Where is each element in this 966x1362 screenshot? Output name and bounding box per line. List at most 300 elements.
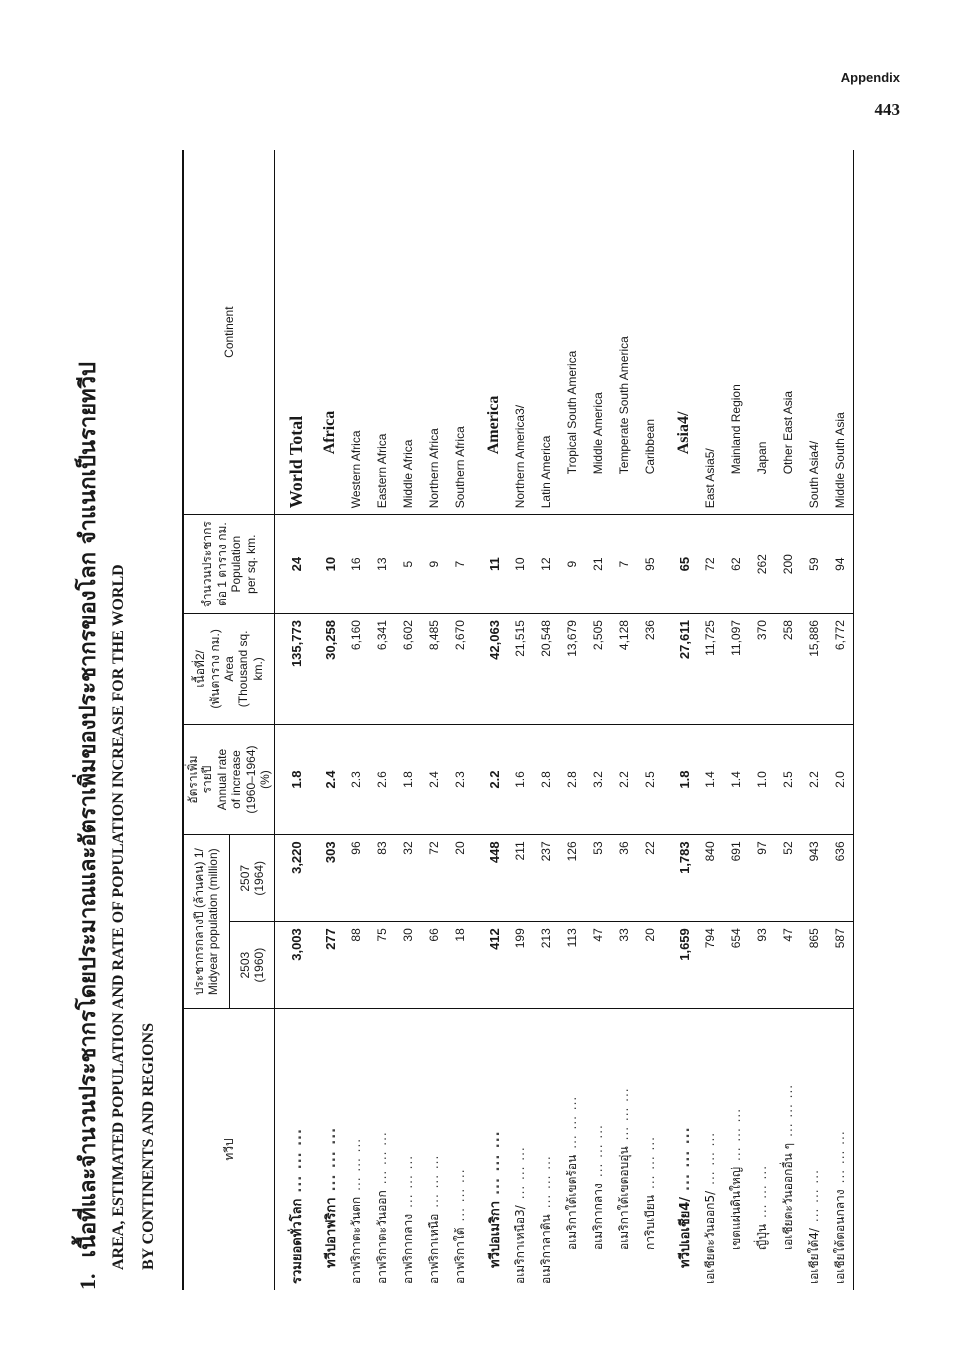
cell-area (369, 614, 395, 725)
cell-area (275, 614, 310, 725)
cell-pop-1960 (447, 922, 473, 1009)
cell-thai-region (559, 1009, 585, 1290)
leader-dots: ... ... ... (677, 1126, 693, 1191)
cell-rate-text: 1.4 (703, 771, 718, 788)
cell-rate-text: 1.4 (729, 771, 744, 788)
cell-continent-text: Northern Africa (427, 428, 442, 509)
cell-density-text: 13 (375, 557, 390, 571)
cell-pop-1960-text: 213 (539, 928, 554, 949)
cell-continent (663, 150, 697, 515)
cell-density-text: 21 (591, 557, 606, 571)
table-row (697, 150, 723, 1290)
cell-density (801, 515, 827, 614)
cell-rate (827, 724, 854, 835)
cell-rate (275, 724, 310, 835)
cell-pop-1960 (775, 922, 801, 1009)
cell-pop-1964-text: 97 (755, 841, 770, 855)
cell-rate (611, 724, 637, 835)
cell-pop-1964-text: 32 (401, 841, 416, 855)
cell-area-text: 30,258 (322, 620, 338, 660)
cell-area (611, 614, 637, 725)
cell-continent (533, 150, 559, 515)
table-row (507, 150, 533, 1290)
table-row (749, 150, 775, 1290)
cell-area (473, 614, 507, 725)
cell-pop-1964 (533, 835, 559, 922)
cell-area-text: 11,725 (703, 620, 718, 656)
cell-pop-1960-text: 47 (781, 928, 796, 942)
cell-thai-region (275, 1009, 310, 1290)
cell-pop-1960-text: 18 (453, 928, 468, 942)
leader-dots: ... ... ... (374, 1131, 389, 1185)
cell-pop-1960 (473, 922, 507, 1009)
cell-continent-text: Western Africa (349, 430, 364, 509)
cell-pop-1960 (585, 922, 611, 1009)
cell-rate-text: 1.8 (676, 770, 692, 789)
cell-pop-1964 (723, 835, 749, 922)
cell-rate (637, 724, 663, 835)
cell-density-text: 9 (427, 560, 442, 568)
cell-density-text: 7 (617, 560, 632, 568)
table-row (421, 150, 447, 1290)
cell-pop-1960-text: 20 (643, 928, 658, 942)
cell-continent (611, 150, 637, 515)
cell-density (663, 515, 697, 614)
cell-area-text: 27,611 (676, 620, 692, 660)
cell-thai-region (395, 1009, 421, 1290)
cell-area-text: 15,886 (807, 620, 822, 657)
cell-area (309, 614, 343, 725)
cell-thai-region (723, 1009, 749, 1290)
cell-rate-text: 2.0 (833, 771, 848, 788)
cell-rate-text: 2.2 (617, 771, 632, 788)
cell-rate-text: 3.2 (591, 771, 606, 788)
cell-pop-1960 (749, 922, 775, 1009)
cell-continent-text: America (485, 395, 503, 455)
cell-pop-1960-text: 33 (617, 928, 632, 942)
cell-area (507, 614, 533, 725)
cell-pop-1960 (637, 922, 663, 1009)
leader-dots: ... ... ... (832, 1130, 847, 1184)
table-title-english-line1: AREA, ESTIMATED POPULATION AND RATE OF POPULATION INCREASE FOR THE WORLD (110, 564, 127, 1270)
cell-density-text: 16 (349, 557, 364, 571)
cell-pop-1964-text: 52 (781, 841, 796, 855)
cell-thai-region (827, 1009, 854, 1290)
cell-pop-1960-text: 47 (591, 928, 606, 942)
leader-dots: ... ... ... (348, 1137, 363, 1191)
cell-rate (723, 724, 749, 835)
cell-density-text: 12 (539, 557, 554, 571)
cell-density-text: 7 (453, 560, 468, 568)
cell-rate-text: 2.3 (453, 771, 468, 788)
cell-density (559, 515, 585, 614)
cell-density-text: 72 (703, 557, 718, 571)
cell-density-text: 24 (288, 556, 304, 572)
header-year-1960: 2503 (1960) (229, 922, 275, 1009)
cell-thai-region-text: เอเชียตะวันออก5/ (702, 1190, 717, 1284)
cell-rate-text: 1.0 (755, 771, 770, 788)
cell-density-text: 59 (807, 557, 822, 571)
cell-continent (827, 150, 854, 515)
cell-continent (473, 150, 507, 515)
cell-rate (369, 724, 395, 835)
cell-continent (507, 150, 533, 515)
cell-continent-text: South Asia4/ (807, 440, 822, 509)
cell-pop-1960-text: 199 (513, 928, 528, 949)
cell-thai-region-text: อาฟริกาตะวันตก (348, 1196, 363, 1284)
cell-area-text: 8,485 (427, 620, 442, 651)
cell-pop-1964-text: 943 (807, 841, 822, 862)
cell-thai-region-text: อาฟริกาใต้ (452, 1227, 467, 1284)
cell-pop-1964 (827, 835, 854, 922)
cell-area-text: 20,548 (539, 620, 554, 657)
cell-pop-1964-text: 840 (703, 841, 718, 862)
table-row (275, 150, 310, 1290)
cell-area-text: 6,602 (401, 620, 416, 651)
header-thai-region: ทวีป (183, 1009, 275, 1290)
cell-thai-region-text: อาฟริกาตะวันออก (374, 1190, 389, 1284)
cell-pop-1964 (447, 835, 473, 922)
cell-thai-region (585, 1009, 611, 1290)
cell-thai-region-text: อเมริกาเหนือ3/ (512, 1205, 527, 1284)
cell-pop-1960-text: 66 (427, 928, 442, 942)
header-density: จำนวนประชากร ต่อ 1 ตาราง กม. Population per sq. km. (183, 515, 275, 614)
cell-rate-text: 2.2 (807, 771, 822, 788)
cell-area-text: 11,097 (729, 620, 744, 656)
cell-area-text: 6,341 (375, 620, 390, 651)
table-row (559, 150, 585, 1290)
cell-pop-1960 (275, 922, 310, 1009)
header-rate: อัตราเพิ่ม รายปี Annual rate of increase (1960–1964) (%) (183, 724, 275, 835)
cell-continent-text: Temperate South America (617, 336, 632, 475)
cell-pop-1964-text: 1,783 (676, 841, 692, 874)
cell-thai-region-text: เอเชียใต้4/ (806, 1228, 821, 1284)
cell-pop-1964 (473, 835, 507, 922)
cell-thai-region (309, 1009, 343, 1290)
table-row (395, 150, 421, 1290)
title-thai-text: เนื้อที่และจำนวนประชากรโดยประมาณและอัตราเพิ่มของประชากรของโลก จำแนกเป็นรายทวีป (76, 362, 101, 1258)
cell-continent (275, 150, 310, 515)
cell-rate (421, 724, 447, 835)
cell-pop-1960 (559, 922, 585, 1009)
cell-area-text: 258 (781, 620, 796, 641)
cell-area (395, 614, 421, 725)
table-row (827, 150, 854, 1290)
cell-pop-1964-text: 53 (591, 841, 606, 855)
leader-dots: ... ... ... (806, 1169, 821, 1223)
cell-density (723, 515, 749, 614)
cell-thai-region (611, 1009, 637, 1290)
cell-density (637, 515, 663, 614)
cell-rate-text: 2.5 (781, 771, 796, 788)
leader-dots: ... ... ... (590, 1124, 605, 1178)
cell-pop-1964 (663, 835, 697, 922)
table-row (585, 150, 611, 1290)
cell-continent-text: Eastern Africa (375, 433, 390, 509)
cell-rate-text: 1.8 (288, 770, 304, 789)
cell-pop-1964 (611, 835, 637, 922)
cell-thai-region (697, 1009, 723, 1290)
cell-pop-1960-text: 587 (833, 928, 848, 949)
cell-pop-1960-text: 30 (401, 928, 416, 942)
cell-continent (447, 150, 473, 515)
cell-pop-1964 (637, 835, 663, 922)
leader-dots: ... ... ... (754, 1164, 769, 1218)
cell-density (827, 515, 854, 614)
header-area: เนื้อที่2/ (พันตาราง กม.) Area (Thousand sq. km.) (183, 614, 275, 725)
leader-dots: ... ... ... (426, 1154, 441, 1208)
header-population: ประชากรกลางปี (ล้านคน) 1/ Midyear population (million) (183, 835, 229, 1009)
cell-rate (697, 724, 723, 835)
cell-rate (395, 724, 421, 835)
cell-thai-region (533, 1009, 559, 1290)
cell-thai-region-text: อเมริกาใต้เขตอบอุ่น (616, 1146, 631, 1250)
cell-rate (663, 724, 697, 835)
cell-continent-text: Africa (321, 410, 339, 455)
cell-thai-region-text: เขตแผ่นดินใหญ่ (728, 1166, 743, 1250)
cell-rate-text: 2.4 (427, 771, 442, 788)
cell-pop-1964 (369, 835, 395, 922)
cell-pop-1960-text: 93 (755, 928, 770, 942)
cell-area (533, 614, 559, 725)
cell-pop-1964 (395, 835, 421, 922)
cell-density (275, 515, 310, 614)
cell-pop-1964-text: 448 (486, 841, 502, 864)
cell-thai-region (749, 1009, 775, 1290)
cell-area-text: 13,679 (565, 620, 580, 657)
cell-area-text: 4,128 (617, 620, 632, 651)
cell-pop-1964 (507, 835, 533, 922)
leader-dots: ... ... ... (616, 1087, 631, 1141)
cell-density-text: 11 (486, 557, 502, 572)
cell-continent (395, 150, 421, 515)
cell-density (749, 515, 775, 614)
cell-pop-1964-text: 3,220 (288, 841, 304, 874)
cell-thai-region-text: รวมยอดทั่วโลก (289, 1198, 305, 1284)
table-row (473, 150, 507, 1290)
cell-pop-1964-text: 83 (375, 841, 390, 855)
cell-continent-text: Latin America (539, 435, 554, 509)
cell-pop-1964 (309, 835, 343, 922)
cell-density-text: 94 (833, 557, 848, 571)
cell-continent (775, 150, 801, 515)
cell-pop-1964-text: 126 (565, 841, 580, 862)
cell-pop-1960 (827, 922, 854, 1009)
cell-thai-region (663, 1009, 697, 1290)
cell-pop-1960-text: 88 (349, 928, 364, 942)
cell-density-text: 65 (676, 556, 692, 572)
cell-rate (775, 724, 801, 835)
leader-dots: ... ... ... (702, 1131, 717, 1185)
cell-thai-region (369, 1009, 395, 1290)
cell-density (507, 515, 533, 614)
page-number: 443 (874, 100, 900, 119)
cell-density (395, 515, 421, 614)
cell-pop-1964-text: 691 (729, 841, 744, 862)
cell-rate (585, 724, 611, 835)
cell-pop-1964 (421, 835, 447, 922)
cell-continent-text: Tropical South America (565, 350, 580, 475)
cell-pop-1960-text: 3,003 (288, 928, 304, 961)
cell-pop-1960-text: 277 (322, 928, 338, 950)
leader-dots: ... ... ... (400, 1154, 415, 1208)
cell-continent-text: Caribbean (643, 418, 658, 475)
cell-density (775, 515, 801, 614)
cell-thai-region (775, 1009, 801, 1290)
table-number: 1. (75, 1273, 100, 1290)
cell-pop-1960 (611, 922, 637, 1009)
cell-rate-text: 2.2 (486, 770, 502, 789)
cell-density (473, 515, 507, 614)
cell-continent-text: Northern America3/ (513, 404, 528, 509)
cell-rate-text: 2.5 (643, 771, 658, 788)
cell-area-text: 135,773 (288, 620, 304, 668)
cell-thai-region-text: อาฟริกากลาง (400, 1213, 415, 1284)
cell-thai-region-text: เอเชียตะวันออกอื่น ๆ (780, 1142, 795, 1250)
cell-rate-text: 1.8 (401, 771, 416, 788)
cell-pop-1960 (421, 922, 447, 1009)
cell-pop-1964 (559, 835, 585, 922)
cell-density-text: 200 (781, 554, 796, 575)
cell-thai-region (421, 1009, 447, 1290)
cell-thai-region-text: อเมริกาใต้เขตร้อน (564, 1154, 579, 1250)
cell-continent (637, 150, 663, 515)
cell-continent (421, 150, 447, 515)
rotated-table-sheet (62, 90, 848, 1290)
cell-area-text: 2,505 (591, 620, 606, 651)
leader-dots: ... ... ... (289, 1128, 305, 1193)
cell-area (749, 614, 775, 725)
cell-continent-text: Other East Asia (781, 390, 796, 475)
cell-area (447, 614, 473, 725)
cell-pop-1960-text: 654 (729, 928, 744, 949)
cell-pop-1960 (369, 922, 395, 1009)
leader-dots: ... ... ... (564, 1095, 579, 1149)
cell-rate (309, 724, 343, 835)
cell-pop-1960-text: 1,659 (676, 928, 692, 961)
cell-density-text: 9 (565, 560, 580, 568)
cell-density-text: 10 (513, 557, 528, 571)
cell-thai-region-text: เอเชียใต้ตอนกลาง (832, 1189, 847, 1284)
cell-density (447, 515, 473, 614)
cell-area (775, 614, 801, 725)
cell-density-text: 5 (401, 560, 416, 568)
cell-area (723, 614, 749, 725)
cell-rate (801, 724, 827, 835)
cell-thai-region-text: อาฟริกาเหนือ (426, 1213, 441, 1284)
leader-dots: ... ... ... (728, 1107, 743, 1161)
cell-density-text: 62 (729, 557, 744, 571)
cell-pop-1960-text: 865 (807, 928, 822, 949)
cell-pop-1960-text: 412 (486, 928, 502, 950)
cell-pop-1964-text: 96 (349, 841, 364, 855)
cell-pop-1964-text: 20 (453, 841, 468, 855)
cell-pop-1960-text: 113 (565, 928, 580, 948)
cell-pop-1964 (775, 835, 801, 922)
cell-rate-text: 2.4 (322, 770, 338, 789)
cell-area (559, 614, 585, 725)
cell-pop-1964 (749, 835, 775, 922)
cell-pop-1960 (697, 922, 723, 1009)
cell-pop-1960-text: 794 (703, 928, 718, 949)
leader-dots: ... ... ... (780, 1083, 795, 1137)
cell-area (421, 614, 447, 725)
cell-pop-1960 (533, 922, 559, 1009)
cell-continent (343, 150, 369, 515)
cell-area-text: 236 (643, 620, 658, 641)
cell-continent (559, 150, 585, 515)
cell-density (611, 515, 637, 614)
cell-area (663, 614, 697, 725)
cell-area (697, 614, 723, 725)
cell-density-text: 262 (755, 554, 770, 575)
cell-continent (801, 150, 827, 515)
cell-rate (533, 724, 559, 835)
table-row (663, 150, 697, 1290)
table-row (775, 150, 801, 1290)
cell-rate (507, 724, 533, 835)
cell-area-text: 42,063 (486, 620, 502, 660)
cell-pop-1964-text: 237 (539, 841, 554, 862)
cell-pop-1964-text: 72 (427, 841, 442, 855)
table-row (723, 150, 749, 1290)
cell-density (697, 515, 723, 614)
cell-area (585, 614, 611, 725)
appendix-label: Appendix (840, 70, 900, 85)
cell-thai-region (343, 1009, 369, 1290)
table-row (369, 150, 395, 1290)
leader-dots: ... ... ... (538, 1155, 553, 1209)
table-row (309, 150, 343, 1290)
cell-pop-1964-text: 303 (322, 841, 338, 864)
cell-continent (723, 150, 749, 515)
cell-continent-text: Mainland Region (729, 384, 744, 475)
cell-continent (585, 150, 611, 515)
cell-continent (309, 150, 343, 515)
cell-area-text: 370 (755, 620, 770, 641)
cell-thai-region-text: ทวีปอเมริกา (487, 1200, 503, 1268)
cell-pop-1964 (343, 835, 369, 922)
cell-thai-region-text: อเมริกากลาง (590, 1183, 605, 1250)
cell-density (421, 515, 447, 614)
table-row (611, 150, 637, 1290)
cell-area-text: 6,772 (833, 620, 848, 651)
cell-pop-1960 (801, 922, 827, 1009)
cell-continent (697, 150, 723, 515)
table-title-thai (70, 362, 105, 1290)
cell-continent-text: Japan (755, 441, 770, 475)
cell-pop-1960-text: 75 (375, 928, 390, 942)
cell-rate-text: 2.3 (349, 771, 364, 788)
cell-thai-region-text: ญี่ปุ่น (754, 1223, 769, 1250)
table-row (801, 150, 827, 1290)
cell-rate-text: 2.6 (375, 771, 390, 788)
cell-pop-1960 (309, 922, 343, 1009)
cell-rate-text: 2.8 (539, 771, 554, 788)
cell-pop-1964 (275, 835, 310, 922)
leader-dots: ... ... ... (487, 1130, 503, 1195)
cell-thai-region-text: การิบเบียน (642, 1194, 657, 1250)
cell-pop-1960 (723, 922, 749, 1009)
population-table (182, 150, 854, 1290)
cell-rate (559, 724, 585, 835)
cell-continent (749, 150, 775, 515)
cell-area (637, 614, 663, 725)
cell-density (533, 515, 559, 614)
cell-rate (473, 724, 507, 835)
cell-density (369, 515, 395, 614)
cell-pop-1960 (343, 922, 369, 1009)
